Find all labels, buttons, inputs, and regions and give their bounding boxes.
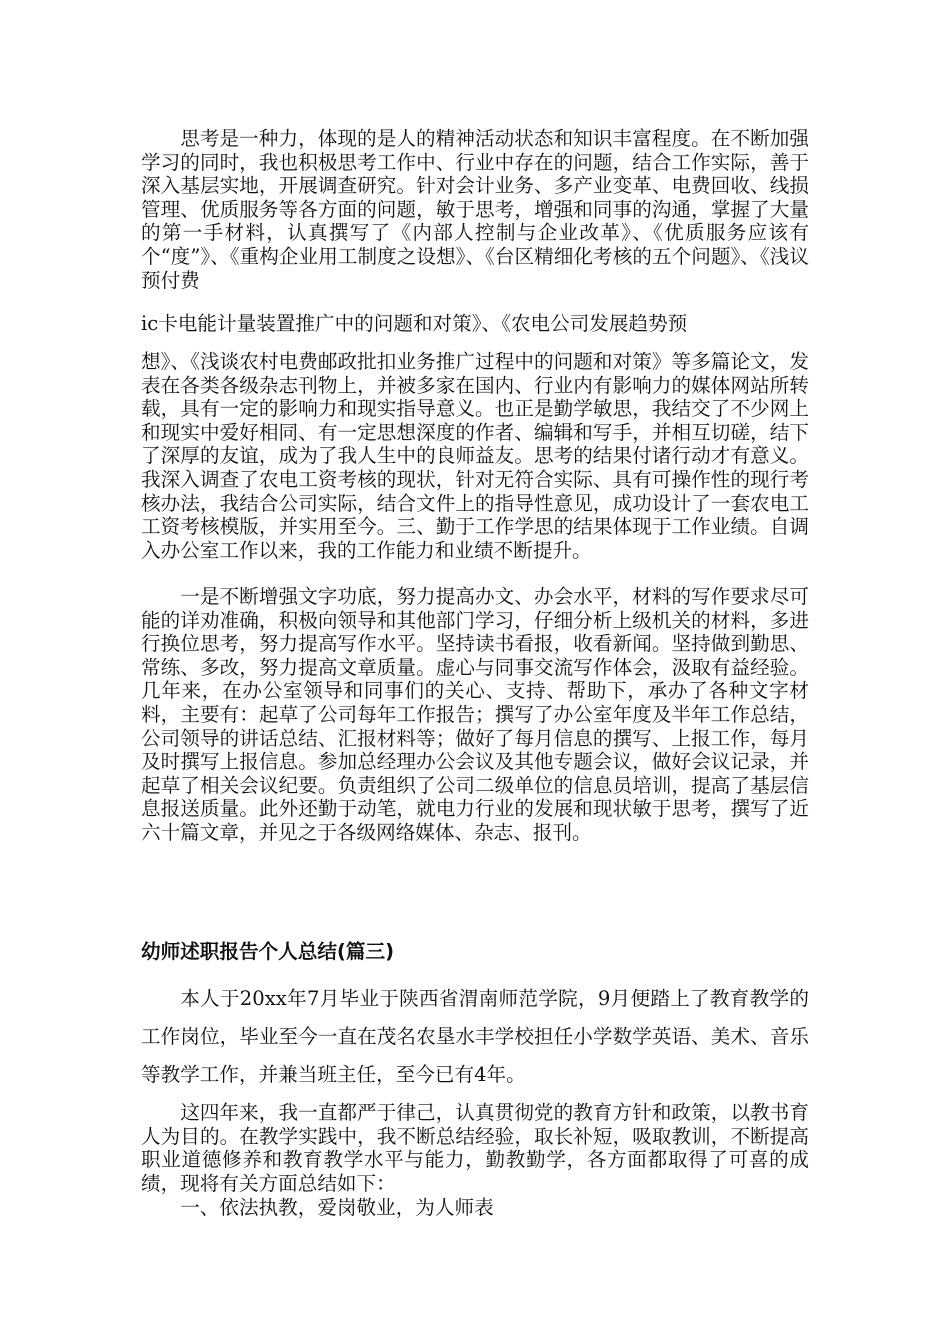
paragraph-writing-skills: 一是不断增强文字功底，努力提高办文、办会水平，材料的写作要求尽可能的详劝准确，积极向领导和其他部门学习，仔细分析上级机关的材料，多进行换位思考，努力提高写作水平。坚持读书看报，收看新闻。坚持做到勤思、常练、多改，努力提高文章质量。虚心与同事交流写作体会，汲取有益经验。几年来，在办公室领导和同事们的关心、支持、帮助下，承办了各种文字材料，主要有：起草了公司每年工作报告；撰写了办公室年度及半年工作总结，公司领导的讲话总结、汇报材料等；做好了每月信息的撰写、上报工作，每月及时撰写上报信息。参加总经理办公会议及其他专题会议，做好会议记录，并起草了相关会议纪要。负责组织了公司二级单位的信息员培训，提高了基层信息报送质量。此外还勤于动笔，就电力行业的发展和现状敏于思考，撰写了近六十篇文章，并见之于各级网络媒体、杂志、报刊。 — [141, 585, 809, 844]
paragraph-section-one: 一、依法执教，爱岗敬业，为人师表 — [180, 1196, 494, 1219]
section-heading: 幼师述职报告个人总结(篇三) — [141, 940, 395, 963]
paragraph-summary: 这四年来，我一直都严于律己，认真贯彻党的教育方针和政策，以教书育人为目的。在教学实践中，我不断总结经验，取长补短，吸取教训，不断提高职业道德修养和教育教学水平与能力，勤教勤学，各方面都取得了可喜的成绩，现将有关方面总结如下： — [141, 1101, 809, 1195]
paragraph-thinking-continued: 想》、《浅谈农村电费邮政批扣业务推广过程中的问题和对策》等多篇论文，发表在各类各级杂志刊物上，并被多家在国内、行业内有影响力的媒体网站所转载，具有一定的影响力和现实指导意义。也正是勤学敏思，我结交了不少网上和现实中爱好相同、有一定思想深度的作者、编辑和写手，并相互切磋，结下了深厚的友谊，成为了我人生中的良师益友。思考的结果付诸行动才有意义。我深入调查了农电工资考核的现状，针对无符合实际、具有可操作性的现行考核办法，我结合公司实际，结合文件上的指导性意见，成功设计了一套农电工工资考核模版，并实用至今。三、勤于工作学思的结果体现于工作业绩。自调入办公室工作以来，我的工作能力和业绩不断提升。 — [141, 350, 809, 562]
paragraph-thinking-line: ic卡电能计量装置推广中的问题和对策》、《农电公司发展趋势预 — [141, 312, 688, 335]
paragraph-introduction: 本人于20xx年7月毕业于陕西省渭南师范学院，9月便踏上了教育教学的工作岗位，毕业至今一直在茂名农垦水丰学校担任小学数学英语、美术、音乐等教学工作，并兼当班主任，至今已有4年。 — [141, 987, 809, 1086]
paragraph-thinking: 思考是一种力，体现的是人的精神活动状态和知识丰富程度。在不断加强学习的同时，我也积极思考工作中、行业中存在的问题，结合工作实际，善于深入基层实地，开展调查研究。针对会计业务、多产业变革、电费回收、线损管理、优质服务等各方面的问题，敏于思考，增强和同事的沟通，掌握了大量的第一手材料，认真撰写了《内部人控制与企业改革》、《优质服务应该有个“度”》、《重构企业用工制度之设想》、《台区精细化考核的五个问题》、《浅议预付费 — [141, 127, 809, 292]
